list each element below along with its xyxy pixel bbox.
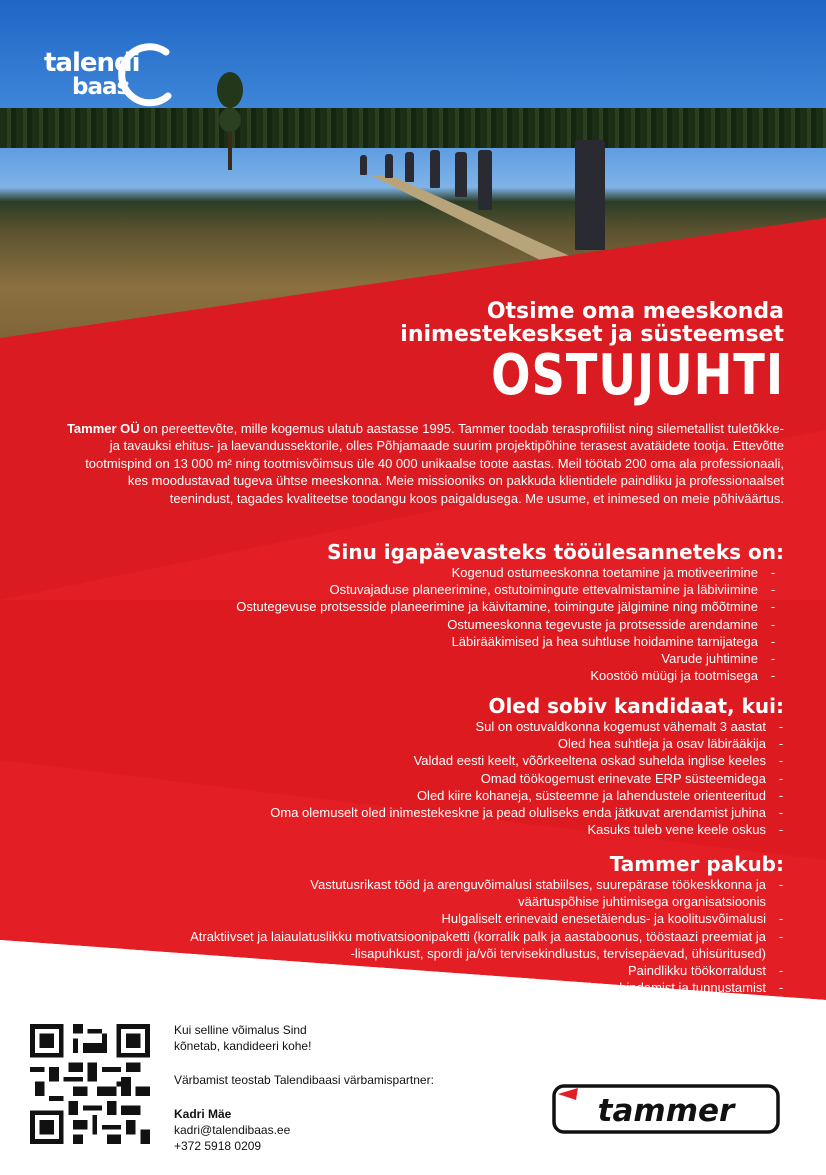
- offer-list: [56, 876, 796, 996]
- list-item: Sul on ostuvaldkonna kogemust vähemalt 3 aastat -: [475, 719, 784, 734]
- list-item: Läbirääkimised ja hea suhtluse hoidamine tarnijatega -: [451, 633, 776, 649]
- partner-text: Värbamist teostab Talendibaasi värbamispartner:: [174, 1073, 434, 1087]
- list-item: Kogenud ostumeeskonna toetamine ja motiveerimine -: [451, 565, 776, 580]
- contact-block: [174, 1022, 494, 1154]
- list-item: Ostumeeskonna tegevuste ja protsesside arendamine -: [447, 616, 776, 632]
- qr-code[interactable]: [30, 1024, 150, 1144]
- logo-text-line2: baas: [72, 74, 130, 100]
- list-item: Oled kiire kohaneja, süsteemne ja lahendustele orienteeritud -: [416, 787, 784, 803]
- tammer-logo-text: tammer: [597, 1093, 735, 1129]
- list-item: Varude juhtimine -: [661, 651, 776, 667]
- headline-intro-line1: Otsime oma meeskonda: [486, 299, 784, 324]
- section-heading-duties: Sinu igapäevasteks tööülesanneteks on:: [327, 540, 784, 564]
- requirements-list: [56, 718, 796, 838]
- list-item: Valdad eesti keelt, võõrkeeltena oskad suhelda inglise keeles -: [413, 753, 784, 769]
- duties-list: [48, 564, 788, 684]
- talendibaas-logo: [36, 40, 186, 110]
- job-title: OSTUJUHTI: [491, 343, 784, 408]
- cta-line2: kõnetab, kandideeri kohe!: [174, 1039, 312, 1053]
- list-item: Omad töökogemust erinevate ERP süsteemidega -: [480, 770, 784, 786]
- logo-text-line1: talendi: [44, 48, 140, 78]
- list-item: Vastutusrikast tööd ja arenguvõimalusi stabiilses, suurepärase töökeskkonna ja -: [310, 877, 784, 892]
- list-item: -lisapuhkust, spordi ja/või tervisekindlustus, tervisepäevad, ühisüritused): [350, 945, 766, 961]
- list-item: Oled hea suhtleja ja osav läbirääkija -: [557, 736, 784, 752]
- contact-email[interactable]: kadri@talendibaas.ee: [174, 1123, 291, 1137]
- company-name: Tammer OÜ: [66, 421, 140, 436]
- list-item: Hulgaliselt erinevaid enesetäiendus- ja koolitusvõimalusi -: [441, 911, 784, 927]
- list-item: väärtuspõhise juhtimisega organisatsioonis: [518, 894, 766, 910]
- list-item: Ostutegevuse protsesside planeerimine ja käivitamine, toimingute jälgimine ning mõõtmine -: [236, 599, 776, 615]
- list-item: Oma olemuselt oled inimestekeskne ja pead oluliseks enda jätkuvat arendamist juhina -: [270, 805, 784, 821]
- list-item: Paindlikku töökorraldust -: [627, 963, 784, 979]
- tammer-logo: [552, 1084, 780, 1134]
- company-intro: [64, 420, 784, 507]
- contact-name: Kadri Mäe: [174, 1107, 232, 1121]
- list-item: Ostuvajaduse planeerimine, ostutoimingute ettevalmistamine ja läbiviimine -: [329, 582, 776, 598]
- contact-phone[interactable]: +372 5918 0209: [174, 1139, 262, 1153]
- cta-line1: Kui selline võimalus Sind: [174, 1023, 307, 1037]
- section-heading-requirements: Oled sobiv kandidaat, kui:: [488, 694, 784, 718]
- company-intro-text: on pereettevõte, mille kogemus ulatub aastasse 1995. Tammer toodab terasprofiilist ning silemetallist tuletõkke- ja tavauksi ehitus- ja laevandussektorile, olles Põhjamaade suurim projektipõhine terasest avatäidete tootja. Ettevõtte tootmispind on 13 000 m² ning tootmisvõimsus üle 40 000 unikaalse toote aastas. Meil töötab 200 oma ala professionaali, kes moodustavad tugeva ühtse meeskonna. Meie missiooniks on pakkuda klientidele paindliku ja professionaalset teenindust, tagades kvaliteetse toodangu koos paigaldusega. Me usume, et inimesed on meie põhiväärtus.: [85, 421, 784, 506]
- list-item: Väärtuspõhist soorituse hindamist ja tunnustamist -: [479, 980, 784, 996]
- list-item: Kasuks tuleb vene keele oskus -: [587, 822, 784, 838]
- list-item: Koostöö müügi ja tootmisega -: [590, 668, 776, 684]
- list-item: Atraktiivset ja laiaulatuslikku motivatsioonipaketti (korralik palk ja aastaboonus, tööstaazi preemiat ja -: [190, 928, 784, 944]
- headline-intro-line2: inimestekeskset ja süsteemset: [400, 322, 784, 347]
- headline-intro: [284, 300, 784, 346]
- section-heading-offer: Tammer pakub:: [609, 852, 784, 876]
